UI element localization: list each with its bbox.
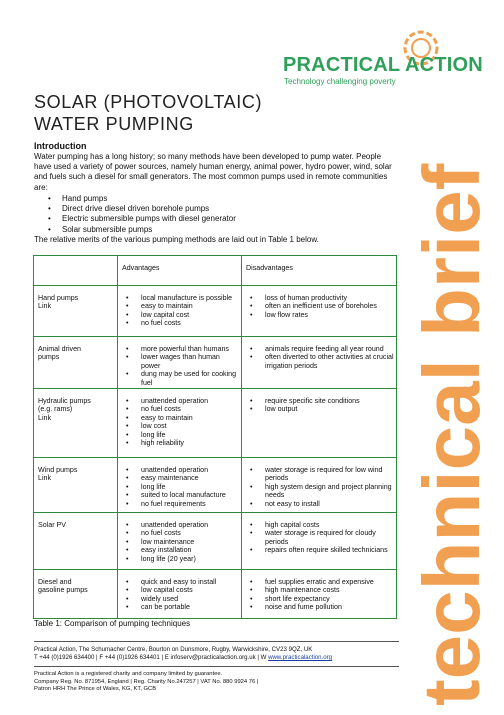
footer-contact-line: T +44 (0)1926 634400 | F +44 (0)1926 634401 | E infoserv@practicalaction.org.uk | W www.practicalaction.org xyxy=(34,654,333,661)
list-item: • Direct drive diesel driven borehole pumps xyxy=(48,204,210,214)
relative-merits-text: The relative merits of the various pumping methods are laid out in Table 1 below. xyxy=(34,235,319,244)
header-cell-disadvantages: Disadvantages xyxy=(242,256,397,286)
link-text[interactable]: Link xyxy=(38,413,52,422)
disadvantages-cell: • require specific site conditions • low output xyxy=(242,389,397,458)
method-cell: Animal driven pumps xyxy=(34,337,118,389)
logo-name: PRACTICAL ACTION xyxy=(283,54,483,76)
method-cell: Solar PV xyxy=(34,513,118,570)
table-row xyxy=(34,389,397,458)
advantages-cell: • unattended operation • no fuel costs • easy to maintain • low cost • long life • high reliability xyxy=(118,389,242,458)
table-row xyxy=(34,458,397,513)
table-row xyxy=(34,337,397,389)
title-line-2: WATER PUMPING xyxy=(34,114,194,134)
vertical-brand-title: technical brief xyxy=(407,163,496,706)
advantages-cell: • unattended operation • easy maintenance • long life • suited to local manufacture • no fuel requirements xyxy=(118,458,242,513)
advantages-cell: • local manufacture is possible • easy to maintain • low capital cost • no fuel costs xyxy=(118,286,242,337)
logo-tagline: Technology challenging poverty xyxy=(284,77,396,86)
list-item: • Solar submersible pumps xyxy=(48,224,153,234)
disadvantages-cell: • high capital costs • water storage is required for cloudy periods • repairs often require skilled technicians xyxy=(242,513,397,570)
method-cell: Diesel and gasoline pumps xyxy=(34,570,118,619)
link-text[interactable]: Link xyxy=(38,302,52,311)
list-item: • Hand pumps xyxy=(48,194,108,203)
table-row xyxy=(34,286,397,337)
table-row xyxy=(34,570,397,619)
table-row xyxy=(34,513,397,570)
list-item: • Electric submersible pumps with diesel generator xyxy=(48,214,236,224)
document-title xyxy=(34,91,262,135)
method-cell: Hydraulic pumps (e.g. rams) Link xyxy=(34,389,118,458)
practical-action-logo xyxy=(283,30,483,86)
table-caption: Table 1: Comparison of pumping techniques xyxy=(34,619,191,628)
link-text[interactable]: Link xyxy=(38,474,52,483)
table-header-row xyxy=(34,256,397,286)
advantages-cell: • unattended operation • no fuel costs • low maintenance • easy installation • long life (20 year) xyxy=(118,513,242,570)
footer-address: Practical Action, The Schumacher Centre, Bourton on Dunsmore, Rugby, Warwickshire, CV23 9QZ, UK xyxy=(34,646,313,653)
footer-divider xyxy=(34,641,399,642)
header-cell-advantages: Advantages xyxy=(118,256,242,286)
pump-types-list xyxy=(34,194,236,235)
footer-charity: Practical Action is a registered charity and company limited by guarantee. Company Reg. No. 871954, England | Reg. Charity No.247257 | VAT No. 880 9924 76 | Patron HRH The Prince of Wales, KG, KT, GCB xyxy=(34,671,259,693)
header-cell-empty xyxy=(34,256,118,286)
title-line-1: SOLAR (PHOTOVOLTAIC) xyxy=(34,92,263,112)
introduction-heading: Introduction xyxy=(34,141,87,151)
disadvantages-cell: • loss of human productivity • often an inefficient use of boreholes • low flow rates xyxy=(242,286,397,337)
footer-divider-2 xyxy=(34,666,399,667)
pumping-comparison-table xyxy=(33,255,397,619)
website-link[interactable]: www.practicalaction.org xyxy=(268,654,333,661)
footer-contact xyxy=(34,646,332,662)
advantages-cell: • quick and easy to install • low capital costs • widely used • can be portable xyxy=(118,570,242,619)
introduction-paragraph: Water pumping has a long history; so many methods have been developed to pump water. People have used a variety of power sources, namely human energy, animal power, hydro power, wind, solar and fuels such a diesel for small generators. The most common pumps used in remote communities are: xyxy=(34,152,392,192)
method-cell: Hand pumps Link xyxy=(34,286,118,337)
disadvantages-cell: • water storage is required for low wind periods • high system design and project planning needs • not easy to install xyxy=(242,458,397,513)
disadvantages-cell: • fuel supplies erratic and expensive • high maintenance costs • short life expectancy • noise and fume pollution xyxy=(242,570,397,619)
method-cell: Wind pumps Link xyxy=(34,458,118,513)
disadvantages-cell: • animals require feeding all year round • often diverted to other activities at crucial irrigation periods xyxy=(242,337,397,389)
advantages-cell: • more powerful than humans • lower wages than human power • dung may be used for cooking fuel xyxy=(118,337,242,389)
